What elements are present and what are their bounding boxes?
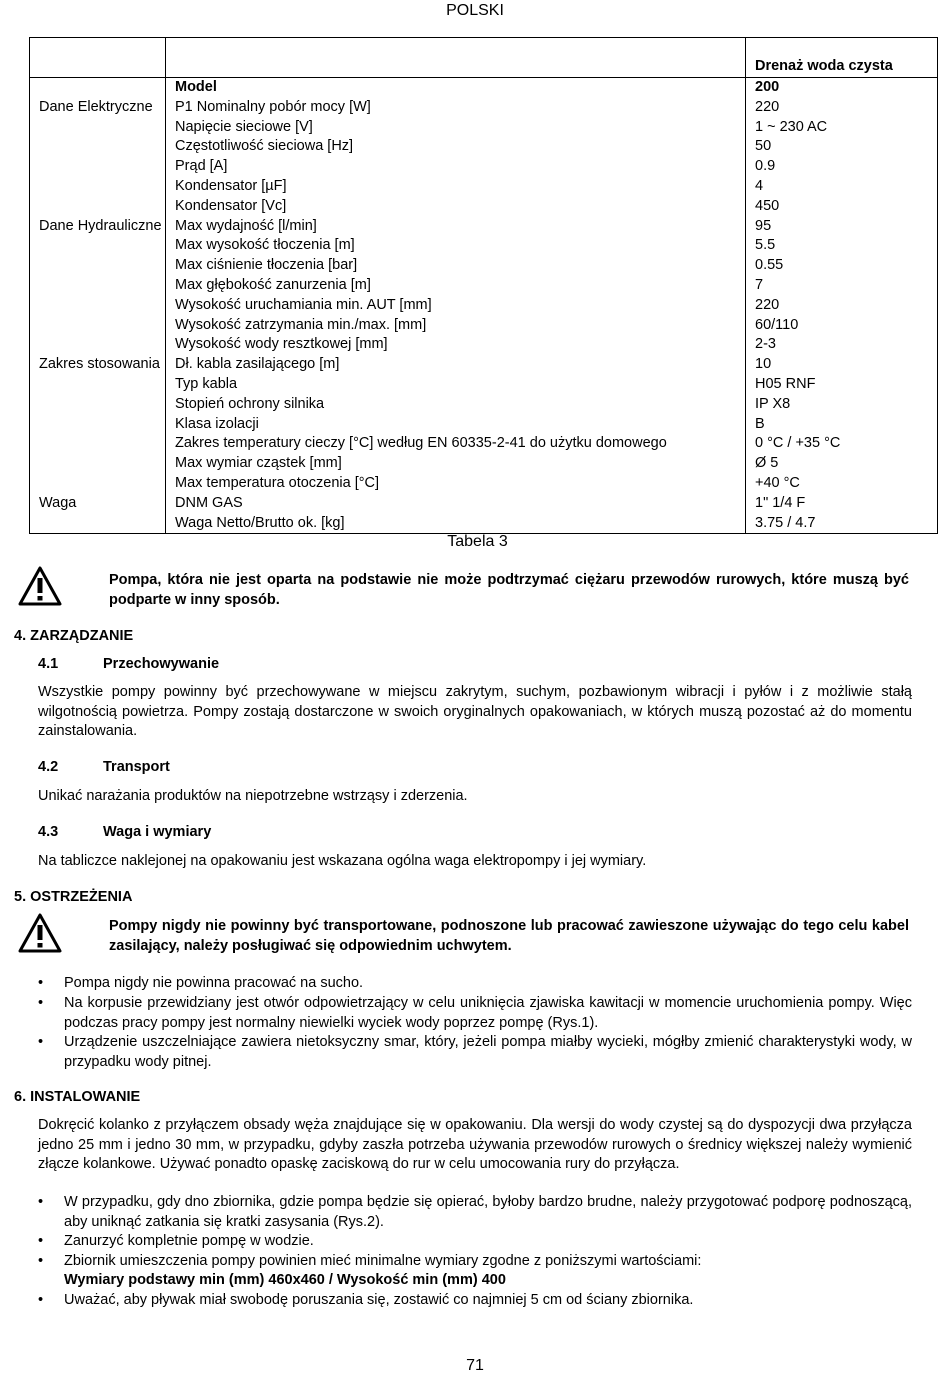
bullet: • [38, 1292, 44, 1308]
param-cell: Klasa izolacji [166, 415, 746, 435]
paragraph: Dokręcić kolanko z przyłączem obsady węża znajdujące się w opakowaniu. Dla wersji do wody czystej są do dyspozycji dwa przyłącza jedno 25 mm i jedno 30 mm, w przypadku, gdyby zaszła potrzeba używania przewodów rurowych o średnicy większej należy wymienić złącze kolankowe. Używać ponadto opaskę zaciskową do rur w celu umocowania rury do przyłącza. [38, 1117, 912, 1172]
value-cell: 10 [746, 355, 938, 375]
warning-triangle-icon [18, 913, 62, 953]
param-cell: Max temperatura otoczenia [°C] [166, 474, 746, 494]
value-cell: 220 [746, 296, 938, 316]
param-cell: Wysokość wody resztkowej [mm] [166, 335, 746, 355]
param-cell: Wysokość zatrzymania min./max. [mm] [166, 316, 746, 336]
table-row [30, 137, 938, 157]
table-row [30, 514, 938, 534]
specs-table [29, 37, 938, 534]
bullet: • [38, 995, 44, 1011]
list-item-text: Pompa nigdy nie powinna pracować na sucho. [64, 975, 364, 991]
list-item-text: Urządzenie uszczelniające zawiera nietoksyczny smar, który, jeżeli pompa miałby wycieki, mógłby zmienić charakterystyki wody, w przypadku wody pitnej. [64, 1034, 912, 1070]
param-cell: Częstotliwość sieciowa [Hz] [166, 137, 746, 157]
value-cell: 2-3 [746, 335, 938, 355]
page-number: 71 [466, 1357, 484, 1374]
table-header-row [30, 38, 938, 78]
param-cell: Max wysokość tłoczenia [m] [166, 236, 746, 256]
subsection-number: 4.1 [38, 656, 59, 672]
param-cell: Napięcie sieciowe [V] [166, 118, 746, 138]
subsection-title: Waga i wymiary [103, 824, 212, 840]
subsection-title: Transport [103, 759, 170, 775]
param-cell: Zakres temperatury cieczy [°C] według EN 60335-2-41 do użytku domowego [166, 434, 746, 454]
param-cell: Waga Netto/Brutto ok. [kg] [166, 514, 746, 534]
table-row [30, 98, 938, 118]
page-header: POLSKI [446, 2, 504, 19]
param-cell: P1 Nominalny pobór mocy [W] [166, 98, 746, 118]
list-item-text: W przypadku, gdy dno zbiornika, gdzie pompa będzie się opierać, byłoby bardzo brudne, należy przygotować podporę podnoszącą, aby uniknąć zatkania się kratki zasysania (Rys.2). [64, 1194, 912, 1230]
table-row [30, 296, 938, 316]
table-row [30, 415, 938, 435]
paragraph: Na tabliczce naklejonej na opakowaniu jest wskazana ogólna waga elektropompy i jej wymiary. [38, 853, 647, 869]
param-cell: Max wydajność [l/min] [166, 217, 746, 237]
bullet: • [38, 1194, 44, 1210]
table-row [30, 454, 938, 474]
list-item-text: Zanurzyć kompletnie pompę w wodzie. [64, 1233, 314, 1249]
table-row [30, 197, 938, 217]
table-row [30, 494, 938, 514]
value-cell: 200 [746, 78, 938, 98]
table-row [30, 474, 938, 494]
header-cell-empty [166, 38, 746, 78]
warning-text: Pompa, która nie jest oparta na podstawie nie może podtrzymać ciężaru przewodów rurowych, które muszą być podparte w inny sposób. [109, 572, 909, 608]
group-label: Waga [30, 494, 166, 534]
table-row [30, 335, 938, 355]
bullet: • [38, 1034, 44, 1050]
value-cell: 50 [746, 137, 938, 157]
table-row [30, 276, 938, 296]
table-row [30, 157, 938, 177]
group-label [30, 78, 166, 98]
table-caption: Tabela 3 [447, 533, 508, 550]
table-row [30, 395, 938, 415]
table-row [30, 78, 938, 98]
value-cell: 95 [746, 217, 938, 237]
value-cell: 0.55 [746, 256, 938, 276]
value-cell: 1 ~ 230 AC [746, 118, 938, 138]
param-cell: Typ kabla [166, 375, 746, 395]
value-cell: H05 RNF [746, 375, 938, 395]
value-cell: 0 °C / +35 °C [746, 434, 938, 454]
param-cell: Kondensator [µF] [166, 177, 746, 197]
param-cell: Stopień ochrony silnika [166, 395, 746, 415]
param-cell: Model [166, 78, 746, 98]
value-cell: 450 [746, 197, 938, 217]
group-label: Dane Hydrauliczne [30, 217, 166, 356]
subsection-title: Przechowywanie [103, 656, 220, 672]
warning-text: Pompy nigdy nie powinny być transportowane, podnoszone lub pracować zawieszone używając do tego celu kabel zasilający, należy posługiwać się odpowiednim uchwytem. [109, 918, 909, 954]
paragraph: Wszystkie pompy powinny być przechowywane w miejscu zakrytym, suchym, pozbawionym wibracji i pyłów i z możliwie stałą wilgotnością powietrza. Pompy zostają dostarczone w swoich oryginalnych opakowaniach, w których muszą pozostać aż do momentu zainstalowania. [38, 684, 912, 739]
table-row [30, 355, 938, 375]
value-cell: Ø 5 [746, 454, 938, 474]
param-cell: Kondensator [Vc] [166, 197, 746, 217]
table-row [30, 177, 938, 197]
section-heading: 4. ZARZĄDZANIE [14, 628, 134, 644]
value-cell: IP X8 [746, 395, 938, 415]
value-cell: 3.75 / 4.7 [746, 514, 938, 534]
bullet: • [38, 1233, 44, 1249]
value-cell: 1" 1/4 F [746, 494, 938, 514]
value-cell: 0.9 [746, 157, 938, 177]
subsection-number: 4.3 [38, 824, 59, 840]
bullet: • [38, 975, 44, 991]
param-cell: Max głębokość zanurzenia [m] [166, 276, 746, 296]
paragraph: Unikać narażania produktów na niepotrzebne wstrząsy i zderzenia. [38, 788, 468, 804]
value-cell: 220 [746, 98, 938, 118]
param-cell: Max ciśnienie tłoczenia [bar] [166, 256, 746, 276]
value-cell: +40 °C [746, 474, 938, 494]
value-cell: 60/110 [746, 316, 938, 336]
param-cell: Dł. kabla zasilającego [m] [166, 355, 746, 375]
table-row [30, 316, 938, 336]
param-cell: Max wymiar cząstek [mm] [166, 454, 746, 474]
param-cell: Prąd [A] [166, 157, 746, 177]
table-row [30, 434, 938, 454]
group-label: Zakres stosowania [30, 355, 166, 494]
table-row [30, 217, 938, 237]
section-heading: 6. INSTALOWANIE [14, 1089, 141, 1105]
param-cell: DNM GAS [166, 494, 746, 514]
list-item-text: Zbiornik umieszczenia pompy powinien mieć minimalne wymiary zgodne z poniższymi wartościami: [64, 1253, 702, 1269]
table-row [30, 256, 938, 276]
section-heading: 5. OSTRZEŻENIA [14, 889, 133, 905]
dimensions-text: Wymiary podstawy min (mm) 460x460 / Wysokość min (mm) 400 [64, 1272, 506, 1288]
group-label: Dane Elektryczne [30, 98, 166, 217]
list-item-text: Uważać, aby pływak miał swobodę poruszania się, zostawić co najmniej 5 cm od ściany zbiornika. [64, 1292, 694, 1308]
table-row [30, 375, 938, 395]
value-cell: 7 [746, 276, 938, 296]
table-row [30, 236, 938, 256]
value-cell: 4 [746, 177, 938, 197]
bullet: • [38, 1253, 44, 1269]
subsection-number: 4.2 [38, 759, 59, 775]
table-row [30, 118, 938, 138]
param-cell: Wysokość uruchamiania min. AUT [mm] [166, 296, 746, 316]
list-item-text: Na korpusie przewidziany jest otwór odpowietrzający w celu uniknięcia zjawiska kawitacji w momencie uruchomienia pompy. Więc podczas pracy pompy jest normalny niewielki wyciek wody poprzez pompę (Rys.1). [64, 995, 912, 1031]
value-cell: B [746, 415, 938, 435]
value-cell: 5.5 [746, 236, 938, 256]
column-header: Drenaż woda czysta [746, 38, 938, 78]
header-cell-empty [30, 38, 166, 78]
warning-triangle-icon [18, 566, 62, 606]
